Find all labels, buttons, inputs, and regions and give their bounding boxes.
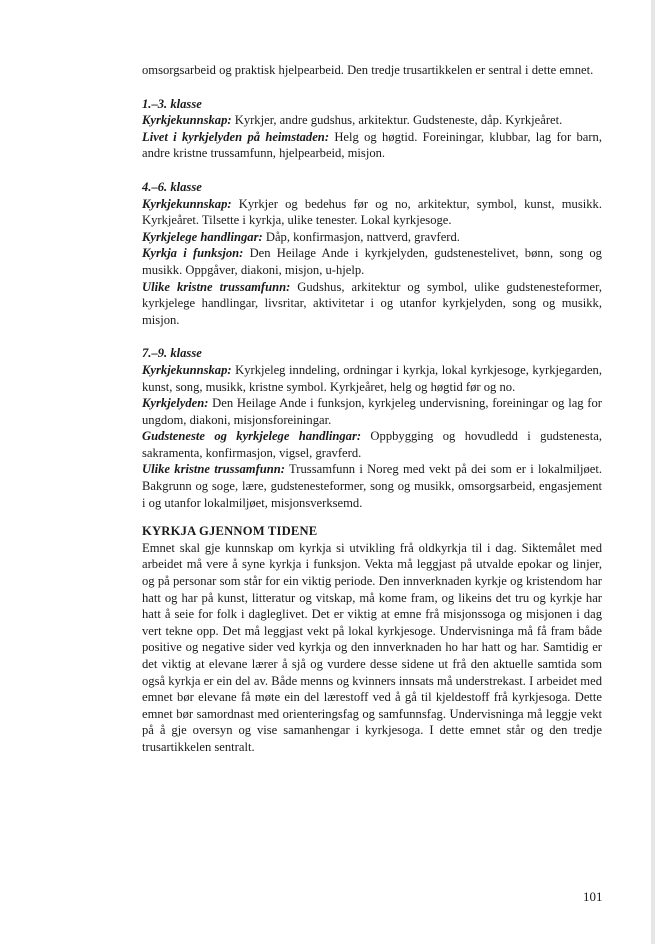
intro-paragraph: omsorgsarbeid og praktisk hjelpearbeid. Den tredje trusartikkelen er sentral i dette emnet. <box>142 63 594 77</box>
grade-item <box>142 129 602 162</box>
page-number: 101 <box>583 889 603 904</box>
item-text: Kyrkjer og bedehus før og no, arkitektur, symbol, kunst, musikk. Kyrkjeåret. Tilsette i kyrkja, ulike tenester. Lokal kyrkjesoge. <box>142 196 602 228</box>
item-text: Den Heilage Ande i kyrkjelyden, gudstenestelivet, bønn, song og musikk. Oppgåver, diakoni, misjon, u-hjelp. <box>142 246 602 277</box>
item-text: Dåp, konfirmasjon, nattverd, gravferd. <box>262 229 460 244</box>
item-text: Kyrkjer, andre gudshus, arkitektur. Gudsteneste, dåp. Kyrkjeåret. <box>231 113 563 128</box>
grade-item <box>142 362 602 395</box>
item-label: Kyrkjekunnskap: <box>142 362 232 377</box>
item-label: Ulike kristne trussamfunn: <box>142 279 291 294</box>
item-text: Helg og høgtid. Foreiningar, klubbar, lag for barn, andre kristne trussamfunn, hjelpearbeid, misjon. <box>142 129 602 161</box>
item-label: Kyrkjelege handlingar: <box>142 229 263 244</box>
item-text: Kyrkjeleg inndeling, ordningar i kyrkja, lokal kyrkjesoge, kyrkjegarden, kunst, song, musikk, kristne symbol. Kyrkjeåret, helg og høgtid før og no. <box>142 362 602 394</box>
grade-heading: 1.–3. klasse <box>142 96 202 111</box>
item-label: Kyrkja i funksjon: <box>142 246 244 261</box>
page-body <box>142 62 602 756</box>
grade-item <box>142 461 602 511</box>
scan-edge <box>651 0 655 944</box>
grade-item <box>142 245 602 278</box>
grade-section-1-3 <box>142 96 602 162</box>
grade-section-4-6 <box>142 179 602 328</box>
item-text: Gudshus, arkitektur og symbol, ulike gudstenesteformer, kyrkjelege handlingar, livsritar, aktivitetar i og utanfor kyrkjelyden, song og musikk, misjon. <box>142 279 602 327</box>
grade-item <box>142 395 602 428</box>
item-text: Oppbygging og hovudledd i gudstenesta, sakramenta, konfirmasjon, vigsel, gravferd. <box>142 429 602 460</box>
item-label: Gudsteneste og kyrkjelege handlingar: <box>142 429 362 444</box>
item-label: Kyrkjekunnskap: <box>142 113 232 128</box>
grade-item <box>142 112 602 129</box>
section-body: Emnet skal gje kunnskap om kyrkja si utvikling frå oldkyrkja til i dag. Siktemålet med arbeidet må vere å syne kyrkja i funksjon. Vekta må leggjast på utvalde epokar og linjer, og på personar som står for ein viktig periode. Den innverknaden kyrkje og kristendom har hatt og har på kunst, litteratur og vitskap, må kome fram, og likeins det tru og kyrkje har hatt å seie for folk i dagleglivet. Det er viktig at emne frå misjonssoga og misjonen i dag vert tekne opp. Det må leggjast vekt på lokal kyrkjesoge. Undervisninga må få fram både positive og negative sider ved kyrkja og den innverknaden ho har hatt og har. Samtidig er det viktig at elevane lærer å sjå og vurdere desse sidene ut frå den aktuelle samtida som også kyrkja er ein del av. Både menns og kvinners innsats må understrekast. I arbeidet med emnet bør elevane få møte ein del lærestoff ved å gå til kjeldestoff frå kyrkjesoga. Dette emnet bør samordnast med orienteringsfag og samfunnsfag. Undervisninga må leggje vekt på å gje oversyn og vise samanhengar i kyrkjesoga. I dette emnet står og den tredje trusartikkelen sentralt. <box>142 540 602 754</box>
grade-item <box>142 428 602 461</box>
grade-item <box>142 279 602 329</box>
item-label: Ulike kristne trussamfunn: <box>142 462 285 477</box>
item-text: Den Heilage Ande i funksjon, kyrkjeleg undervisning, foreiningar og lag for ungdom, diakoni, misjonsforeiningar. <box>142 396 602 427</box>
section-heading: KYRKJA GJENNOM TIDENE <box>142 524 318 539</box>
grade-item <box>142 196 602 229</box>
grade-heading: 4.–6. klasse <box>142 179 202 194</box>
item-label: Livet i kyrkjelyden på heimstaden: <box>142 129 330 144</box>
grade-section-7-9 <box>142 345 602 511</box>
section-kyrkja-gjennom-tidene <box>142 523 602 755</box>
item-text: Trussamfunn i Noreg med vekt på dei som er i lokalmiljøet. Bakgrunn og soge, lære, gudstenesteformer, song og musikk, omsorgsarbeid, engasjement i og utanfor lokalmiljøet, misjonsverksemd. <box>142 462 602 510</box>
item-label: Kyrkjekunnskap: <box>142 196 232 211</box>
item-label: Kyrkjelyden: <box>142 396 209 411</box>
grade-item <box>142 229 602 246</box>
grade-heading: 7.–9. klasse <box>142 346 202 361</box>
